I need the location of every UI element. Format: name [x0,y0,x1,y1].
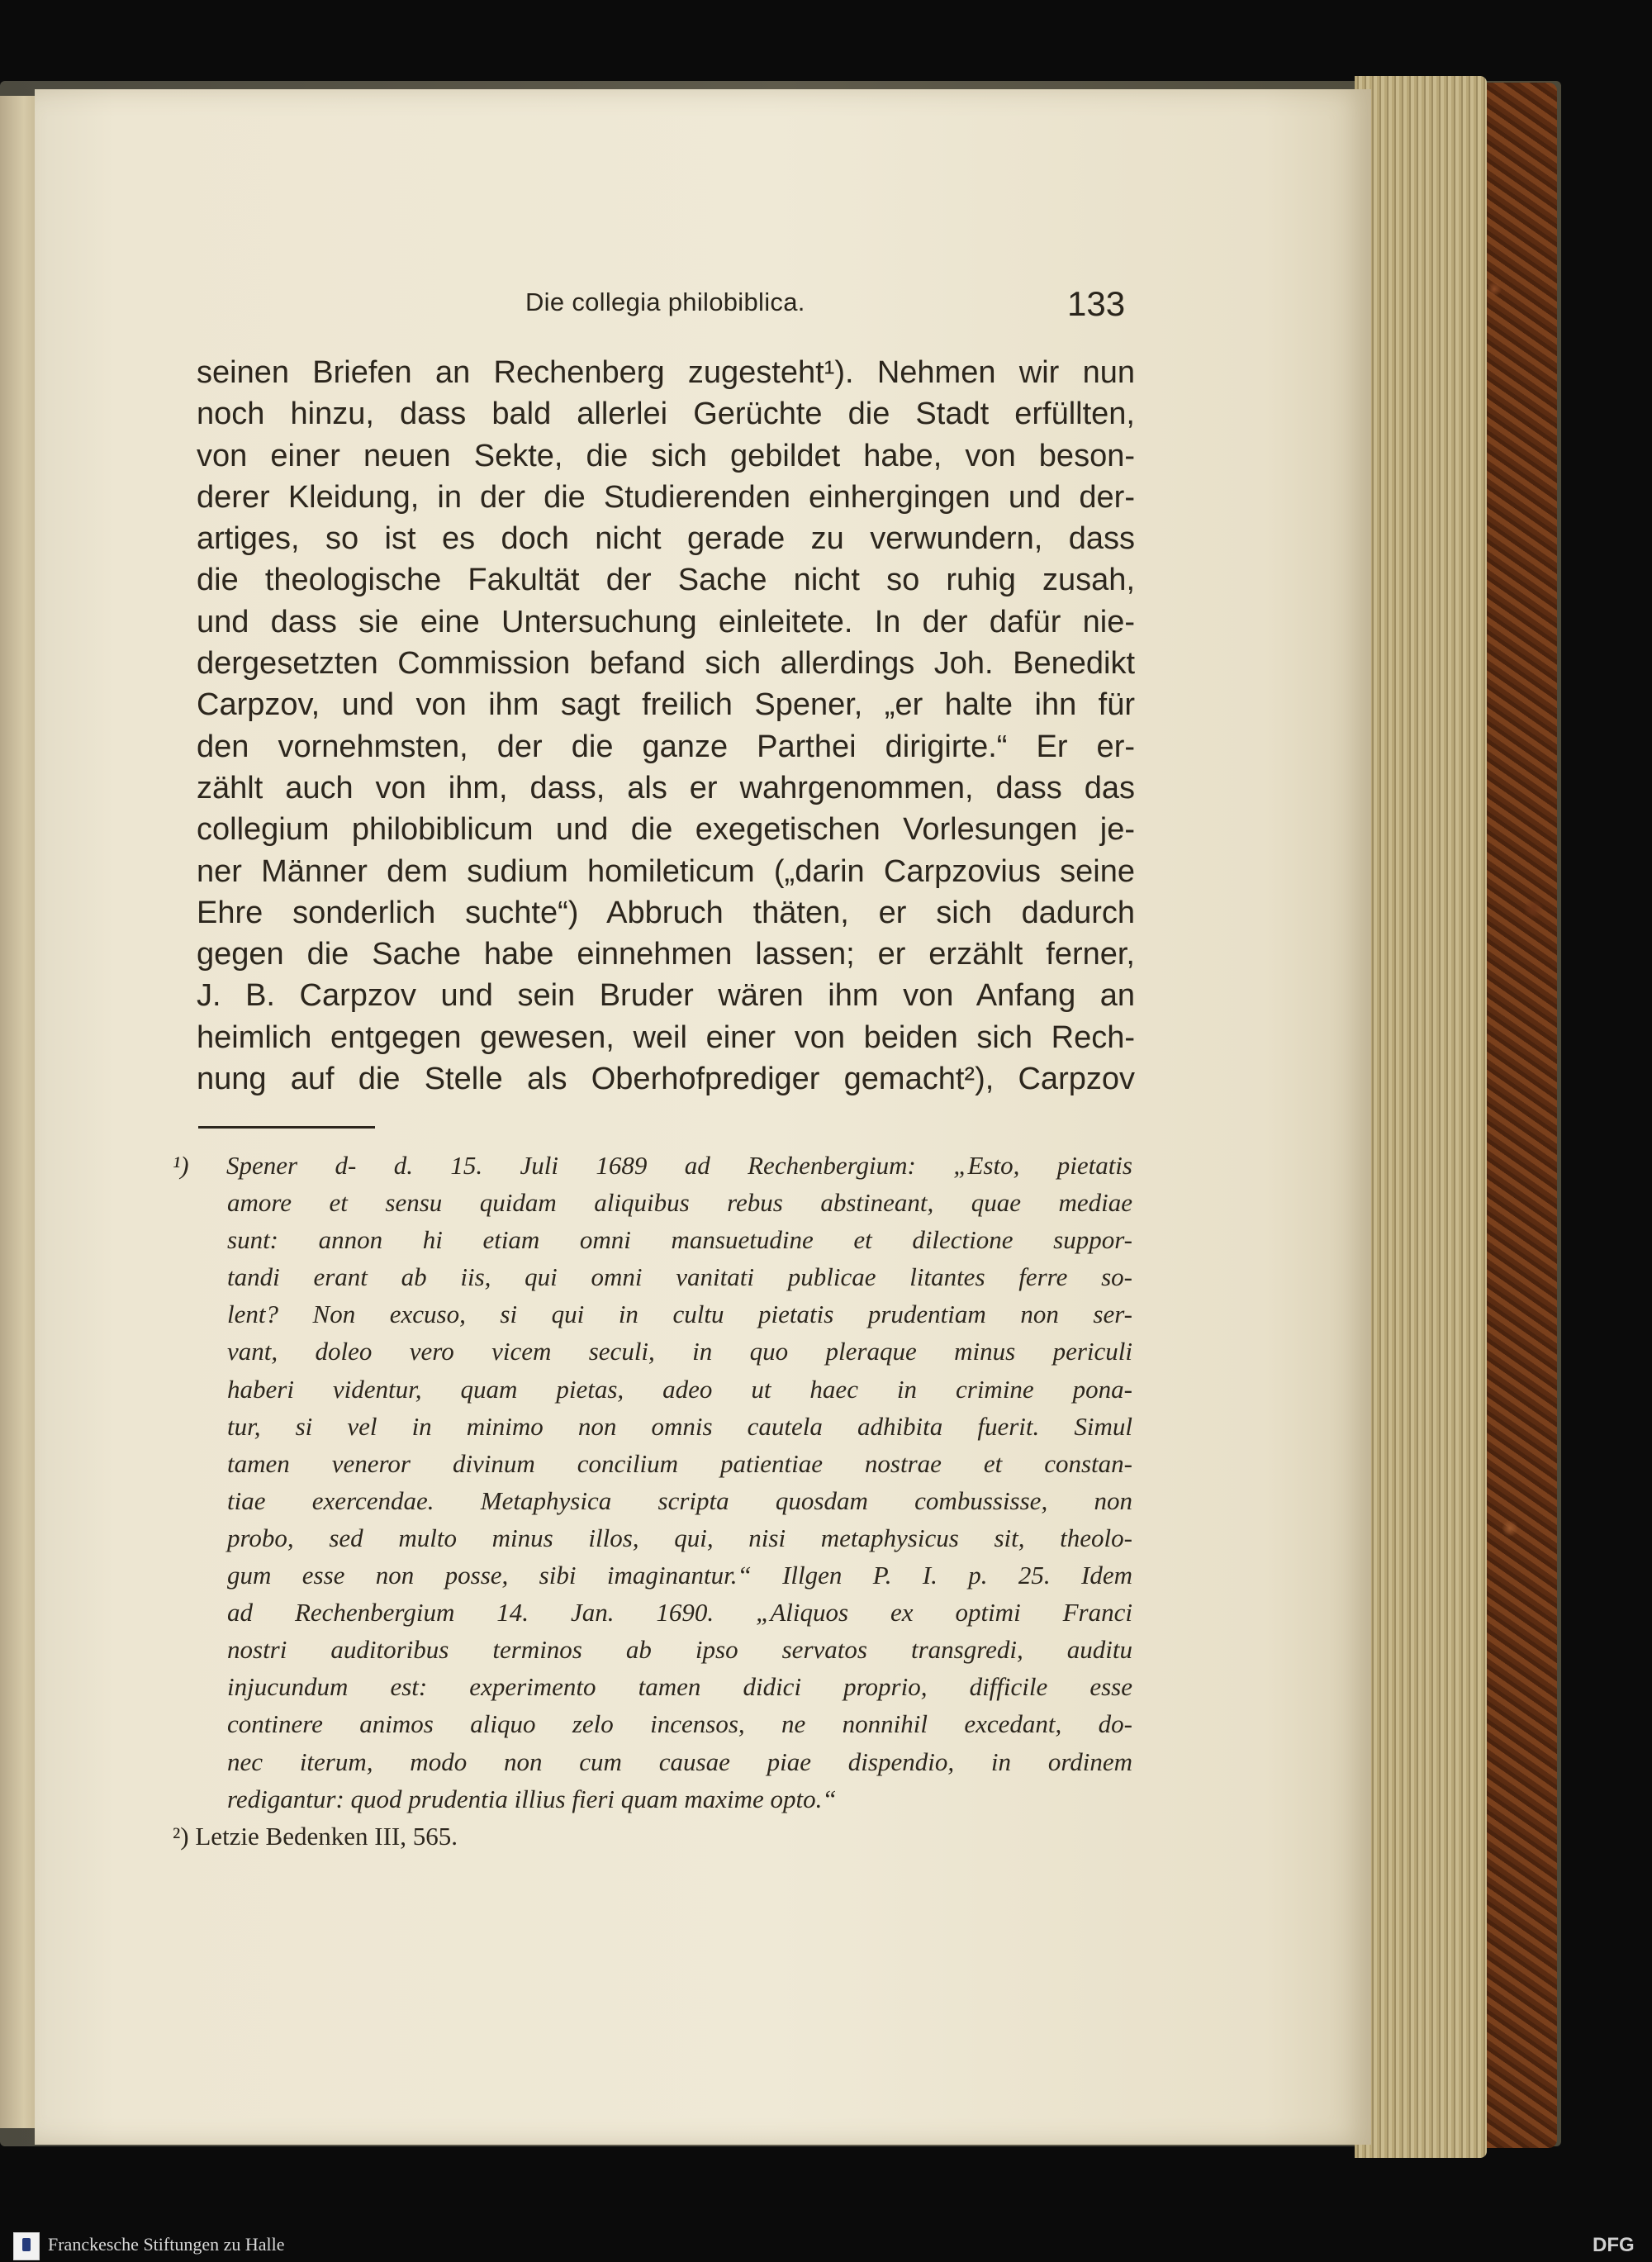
footnote-line: tur, si vel in minimo non omnis cautela adhibita fuerit. Simul [227,1411,1132,1441]
footnote-line: tamen veneror divinum concilium patientiae nostrae et constan- [227,1448,1132,1478]
footnote-line: sunt: annon hi etiam omni mansuetudine et dilectione suppor- [227,1225,1132,1255]
footnote-rule [198,1126,375,1129]
body-line: den vornehmsten, der die ganze Parthei dirigirte.“ Er er- [197,729,1135,764]
footnote-line: ad Rechenbergium 14. Jan. 1690. „Aliquos ex optimi Franci [227,1598,1132,1628]
footnote-line: ²) Letzie Bedenken III, 565. [173,1821,458,1851]
footnote-line: injucundum est: experimento tamen didici proprio, difficile esse [227,1672,1132,1702]
footnote-line: nec iterum, modo non cum causae piae dispendio, in ordinem [227,1746,1132,1776]
body-line: noch hinzu, dass bald allerlei Gerüchte die Stadt erfüllten, [197,397,1135,432]
body-line: collegium philobiblicum und die exegetischen Vorlesungen je- [197,812,1135,848]
body-line: und dass sie eine Untersuchung einleitete. In der dafür nie- [197,604,1135,639]
running-title: Die collegia philobiblica. [525,288,805,316]
footnote-line: tiae exercendae. Metaphysica scripta quosdam combussisse, non [227,1485,1132,1515]
institution-logo-icon [13,2232,40,2260]
footnote-line: redigantur: quod prudentia illius fieri quam maxime opto.“ [227,1784,837,1813]
marbled-board [1479,83,1557,2148]
body-line: heimlich entgegen gewesen, weil einer von beiden sich Rech- [197,1019,1135,1055]
footnotes [173,1147,1132,1855]
body-line: artiges, so ist es doch nicht gerade zu verwundern, dass [197,521,1135,557]
body-line: J. B. Carpzov und sein Bruder wären ihm von Anfang an [197,978,1135,1014]
footnote-line: haberi videntur, quam pietas, adeo ut haec in crimine pona- [227,1374,1132,1404]
footnote-line: probo, sed multo minus illos, qui, nisi metaphysicus sit, theolo- [227,1523,1132,1552]
body-text [197,352,1135,1100]
footnote-line: gum esse non posse, sibi imaginantur.“ Illgen P. I. p. 25. Idem [227,1561,1132,1590]
body-line: Carpzov, und von ihm sagt freilich Spener, „er halte ihn für [197,687,1135,723]
left-page-edge [0,96,40,2128]
body-line: von einer neuen Sekte, die sich gebildet habe, von beson- [197,438,1135,473]
footnote-line: tandi erant ab iis, qui omni vanitati publicae litantes ferre so- [227,1262,1132,1292]
dfg-logo: DFG [1593,2234,1635,2256]
body-line: seinen Briefen an Rechenberg zugesteht¹). Nehmen wir nun [197,355,1135,390]
body-line: zählt auch von ihm, dass, als er wahrgenommen, dass das [197,770,1135,805]
body-line: derer Kleidung, in der die Studierenden einhergingen und der- [197,479,1135,515]
footnote-line: continere animos aliquo zelo incensos, ne nonnihil excedant, do- [227,1709,1132,1739]
footnote-line: ¹) Spener d- d. 15. Juli 1689 ad Rechenbergium: „Esto, pietatis [173,1151,1132,1180]
body-line: Ehre sonderlich suchte“) Abbruch thäten, er sich dadurch [197,895,1135,930]
footnote-line: amore et sensu quidam aliquibus rebus abstineant, quae mediae [227,1188,1132,1218]
footnote-line: lent? Non excuso, si qui in cultu pietatis prudentiam non ser- [227,1300,1132,1329]
body-line: ner Männer dem sudium homileticum („darin Carpzovius seine [197,853,1135,889]
page-block-edge [1355,76,1487,2158]
page-number: 133 [1067,284,1126,323]
footnote-line: vant, doleo vero vicem seculi, in quo pleraque minus periculi [227,1337,1132,1366]
footnote-line: nostri auditoribus terminos ab ipso servatos transgredi, auditu [227,1635,1132,1665]
body-line: nung auf die Stelle als Oberhofprediger gemacht²), Carpzov [197,1062,1135,1097]
institution-name: Franckesche Stiftungen zu Halle [48,2234,285,2255]
body-line: die theologische Fakultät der Sache nicht so ruhig zusah, [197,563,1135,598]
body-line: dergesetzten Commission befand sich allerdings Joh. Benedikt [197,646,1135,682]
body-line: gegen die Sache habe einnehmen lassen; er erzählt ferner, [197,937,1135,972]
